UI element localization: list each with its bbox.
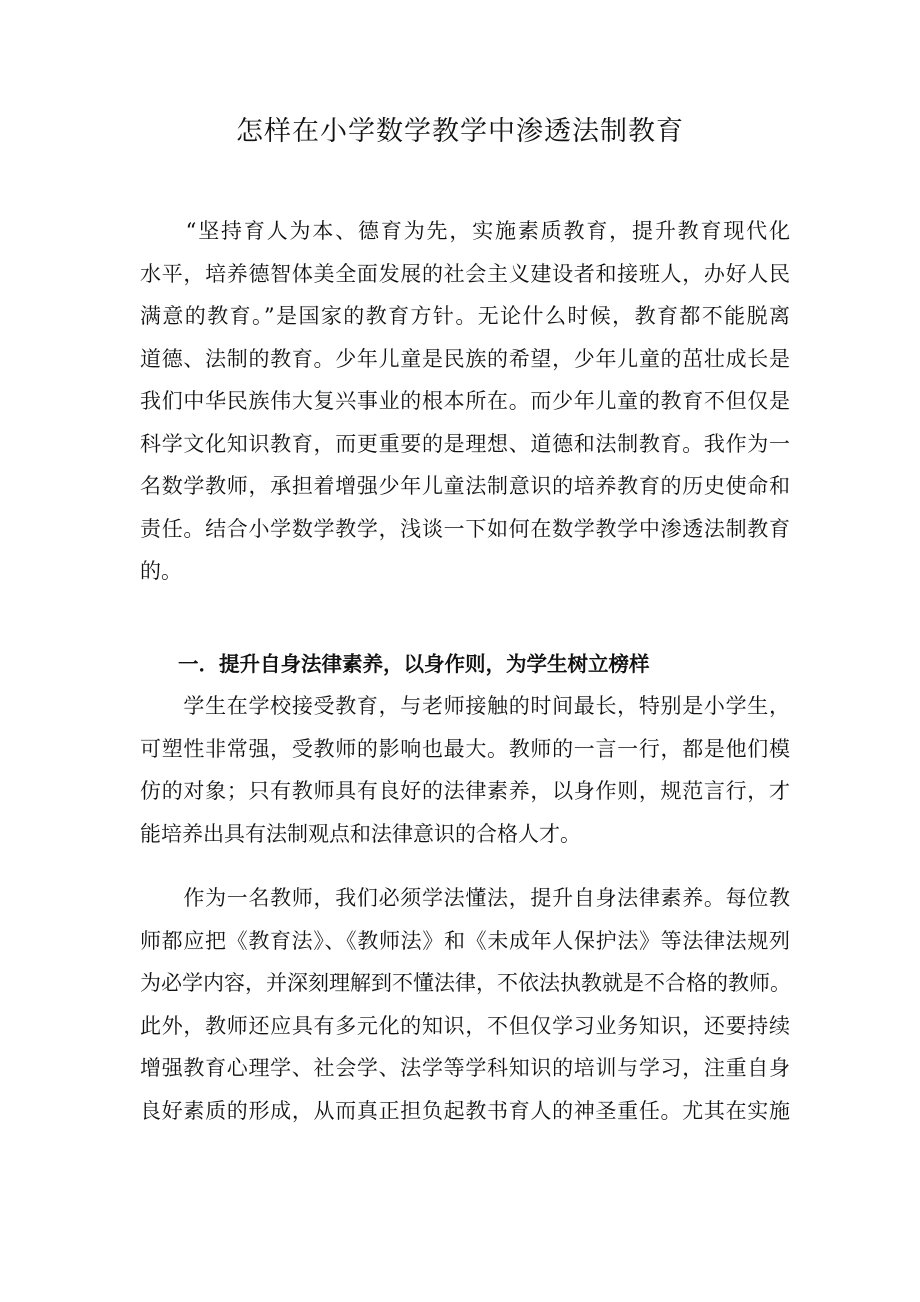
intro-paragraph — [140, 210, 790, 593]
document-title: 怎样在小学数学教学中渗透法制教育 — [236, 116, 684, 147]
paragraph-1 — [140, 685, 790, 855]
text-line: 良好素质的形成，从而真正担负起教书育人的神圣重任。尤其在实施 — [140, 1098, 790, 1123]
text-line: 仿的对象；只有教师具有良好的法律素养，以身作则，规范言行，才 — [140, 779, 790, 803]
text-line: 为必学内容，并深刻理解到不懂法律，不依法执教就是不合格的教师。 — [140, 971, 791, 995]
text-line: 道德、法制的教育。少年儿童是民族的希望，少年儿童的茁壮成长是 — [140, 346, 790, 371]
text-line: 的。 — [140, 559, 182, 583]
text-line: 增强教育心理学、社会学、法学等学科知识的培训与学习，注重自身 — [140, 1056, 790, 1080]
paragraph-2 — [140, 877, 790, 1132]
text-line: “坚持育人为本、德育为先，实施素质教育，提升教育现代化 — [140, 219, 790, 243]
section-heading-1 — [178, 643, 798, 686]
text-line: 学生在学校接受教育，与老师接触的时间最长，特别是小学生， — [140, 694, 790, 718]
text-line: 科学文化知识教育，而更重要的是理想、道德和法制教育。我作为一 — [140, 431, 790, 456]
section-heading-text: 一．提升自身法律素养，以身作则，为学生树立榜样 — [178, 652, 650, 676]
text-line: 满意的教育。”是国家的教育方针。无论什么时候，教育都不能脱离 — [140, 304, 790, 328]
text-line: 此外，教师还应具有多元化的知识，不但仅学习业务知识，还要持续 — [140, 1013, 790, 1038]
text-line: 名数学教师，承担着增强少年儿童法制意识的培养教育的历史使命和 — [140, 474, 790, 498]
text-line: 水平，培养德智体美全面发展的社会主义建设者和接班人，办好人民 — [140, 261, 790, 286]
text-line: 师都应把《教育法》、《教师法》和《未成年人保护法》等法律法规列 — [140, 928, 790, 953]
text-line: 我们中华民族伟大复兴事业的根本所在。而少年儿童的教育不但仅是 — [140, 389, 790, 413]
text-line: 可塑性非常强，受教师的影响也最大。教师的一言一行，都是他们模 — [140, 736, 790, 761]
text-line: 能培养出具有法制观点和法律意识的合格人才。 — [140, 821, 581, 846]
text-line: 作为一名教师，我们必须学法懂法，提升自身法律素养。每位教 — [140, 886, 790, 910]
text-line: 责任。结合小学数学教学，浅谈一下如何在数学教学中渗透法制教育 — [140, 516, 790, 541]
